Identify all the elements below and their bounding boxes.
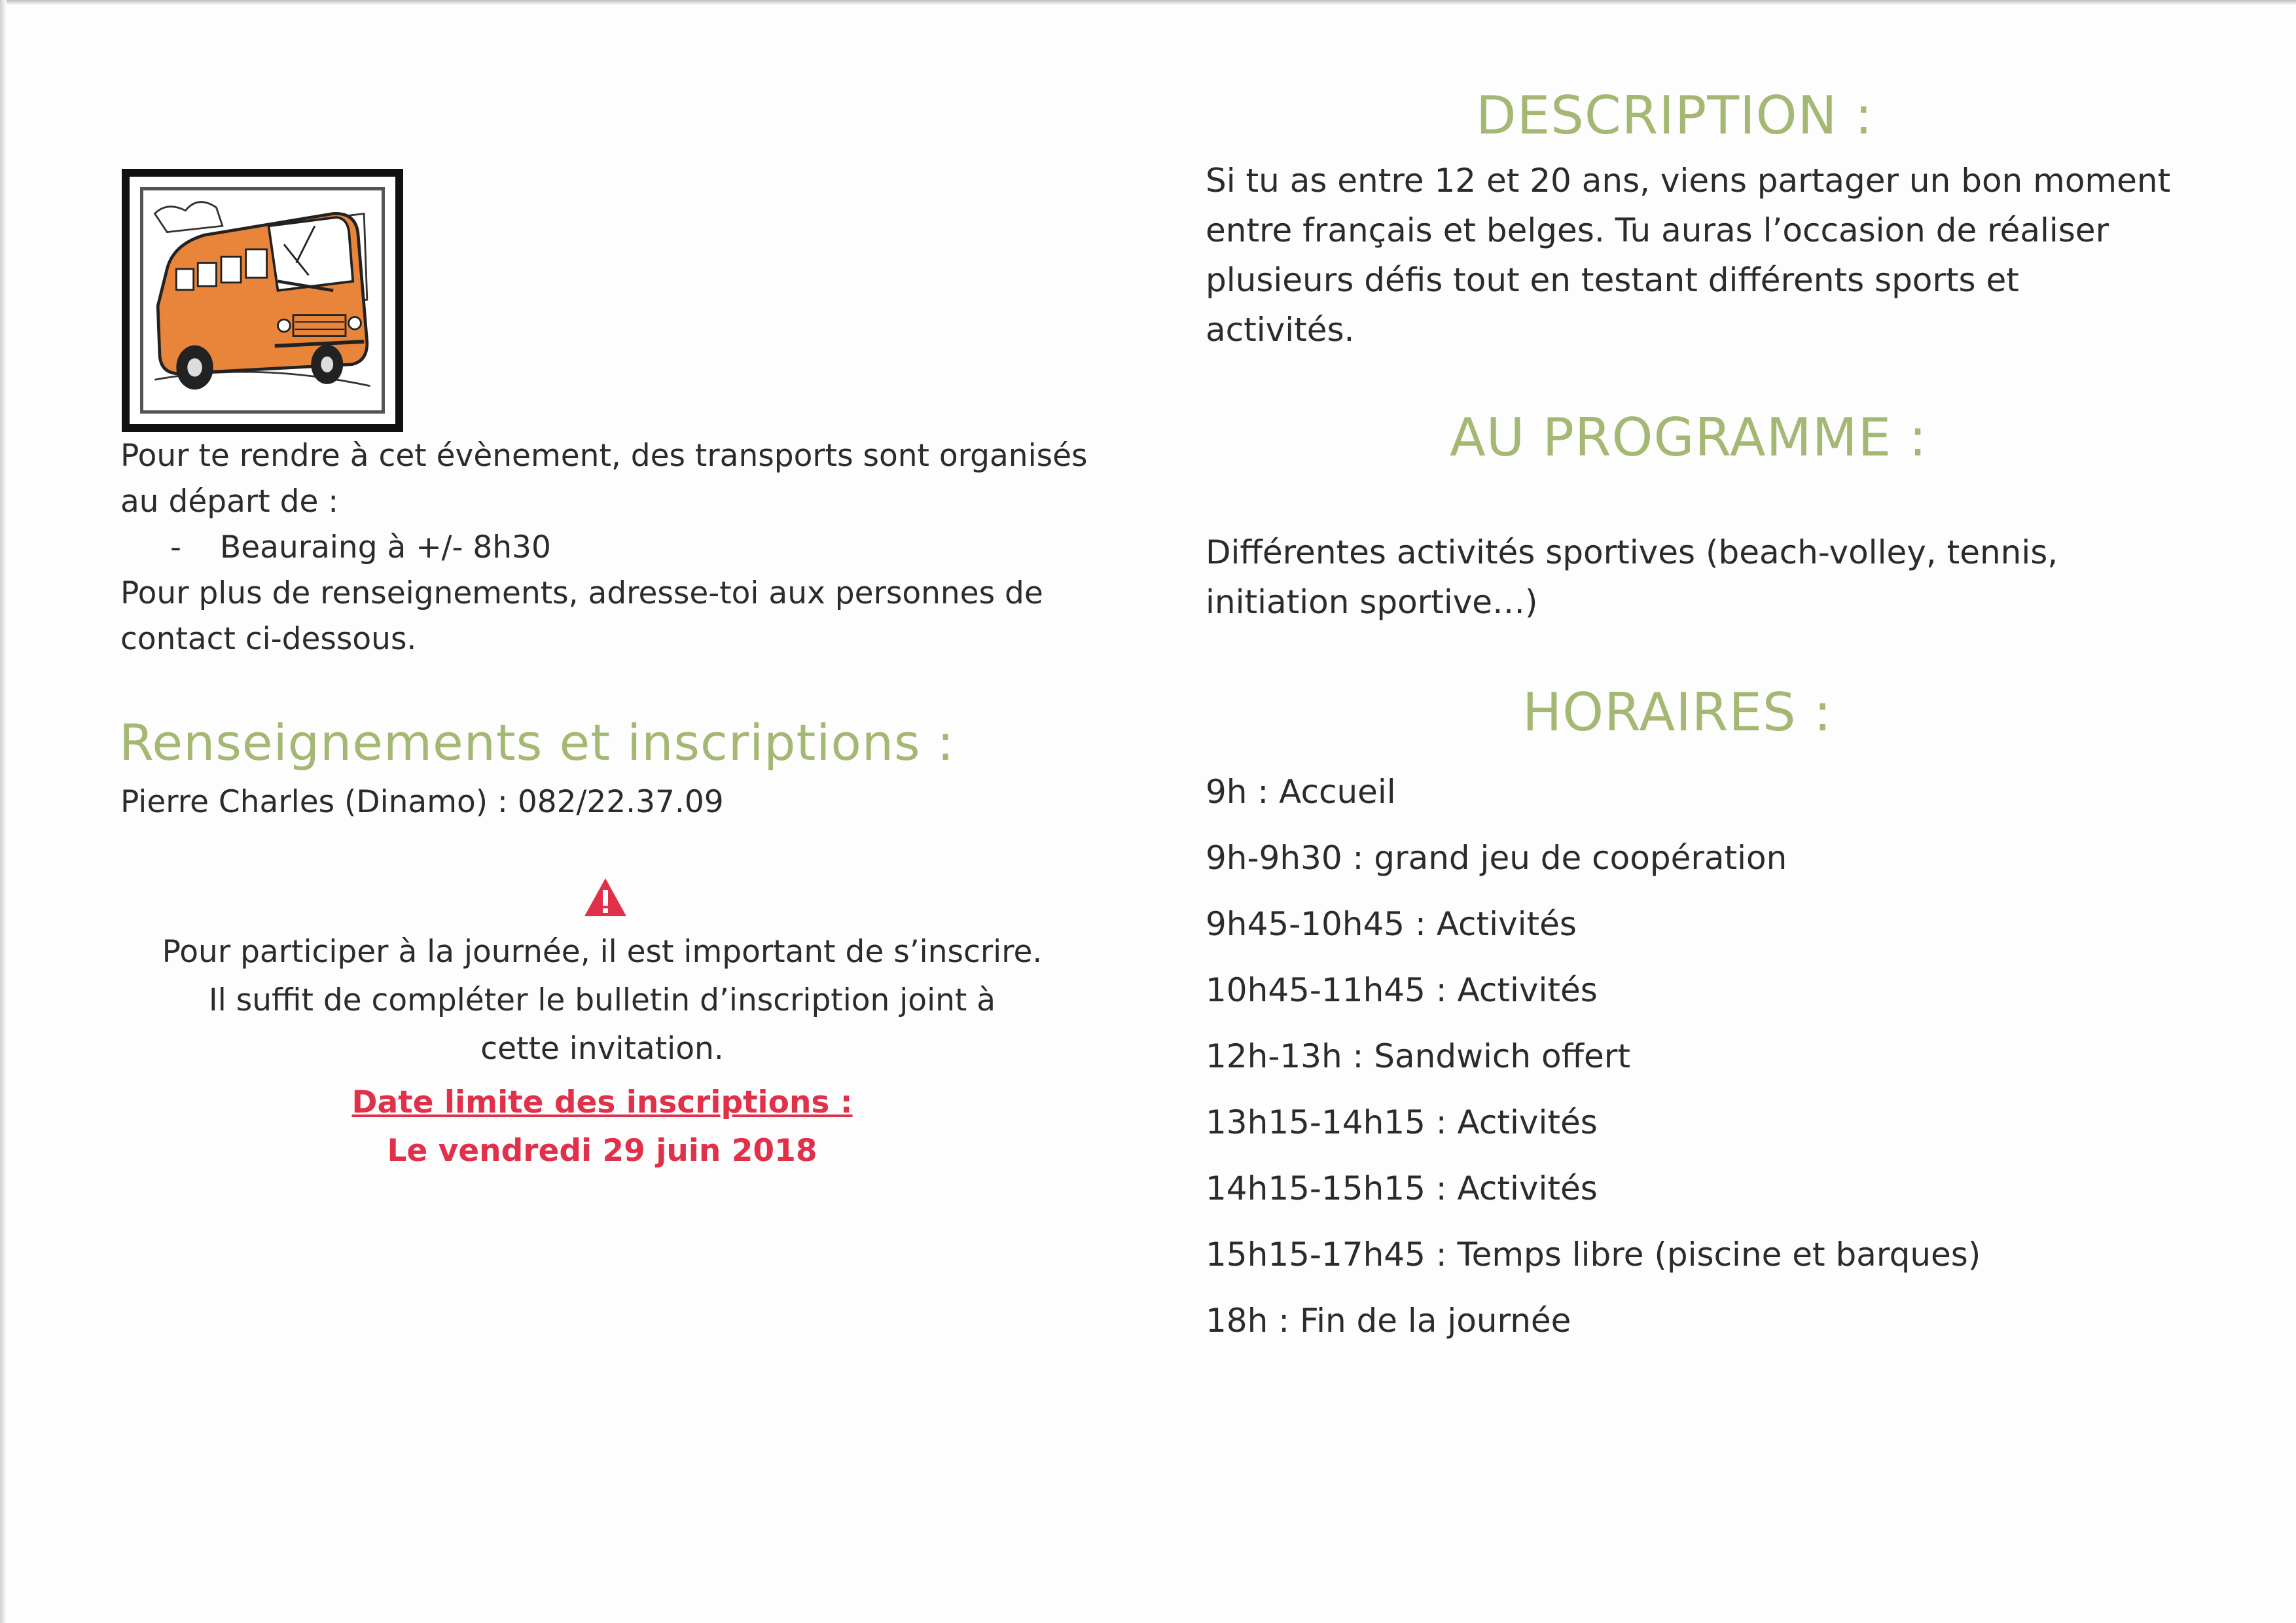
info-line2: contact ci-dessous. <box>120 621 417 657</box>
program-text <box>1206 527 2227 627</box>
schedule-item: 9h : Accueil <box>1206 773 1396 811</box>
registration-deadline <box>118 1079 1086 1175</box>
schedule-item: 9h-9h30 : grand jeu de coopération <box>1206 839 1787 877</box>
program-heading: AU PROGRAMME : <box>1450 407 1928 468</box>
program-line: initiation sportive…) <box>1206 583 1538 621</box>
schedule-item: 18h : Fin de la journée <box>1206 1302 1571 1340</box>
warning-icon <box>583 876 628 919</box>
deadline-date: Le vendredi 29 juin 2018 <box>387 1133 817 1169</box>
transport-info <box>120 433 1102 662</box>
registration-line2: Il suffit de compléter le bulletin d’inscription joint à <box>208 982 996 1018</box>
contact-person: Pierre Charles (Dinamo) : 082/22.37.09 <box>120 784 724 820</box>
schedule-heading: HORAIRES : <box>1522 682 1833 743</box>
description-line: activités. <box>1206 311 1355 349</box>
transport-intro-line1: Pour te rendre à cet évènement, des transports sont organisés <box>120 438 1088 474</box>
schedule-item: 13h15-14h15 : Activités <box>1206 1103 1598 1141</box>
registration-note <box>118 928 1086 1073</box>
schedule-item: 15h15-17h45 : Temps libre (piscine et barques) <box>1206 1236 1981 1274</box>
transport-intro-line2: au départ de : <box>120 484 339 520</box>
program-line: Différentes activités sportives (beach-volley, tennis, <box>1206 533 2058 571</box>
bullet-dash: - <box>170 529 181 565</box>
departure-bullet <box>120 525 1102 571</box>
info-line1: Pour plus de renseignements, adresse-toi aux personnes de <box>120 575 1043 611</box>
description-heading: DESCRIPTION : <box>1476 85 1873 146</box>
schedule-item: 12h-13h : Sandwich offert <box>1206 1037 1630 1075</box>
schedule-list <box>1206 767 2227 1362</box>
bus-illustration <box>122 169 403 432</box>
schedule-item: 10h45-11h45 : Activités <box>1206 971 1598 1009</box>
description-text <box>1206 156 2227 355</box>
description-line: plusieurs défis tout en testant différents sports et <box>1206 261 2019 299</box>
registration-heading: Renseignements et inscriptions : <box>119 713 955 772</box>
description-line: Si tu as entre 12 et 20 ans, viens partager un bon moment <box>1206 162 2171 200</box>
deadline-label: Date limite des inscriptions : <box>351 1084 853 1120</box>
description-line: entre français et belges. Tu auras l’occasion de réaliser <box>1206 211 2109 249</box>
departure-location: Beauraing à +/- 8h30 <box>220 529 551 565</box>
schedule-item: 14h15-15h15 : Activités <box>1206 1169 1598 1207</box>
schedule-item: 9h45-10h45 : Activités <box>1206 905 1577 943</box>
registration-line3: cette invitation. <box>480 1031 724 1067</box>
registration-line1: Pour participer à la journée, il est important de s’inscrire. <box>162 934 1043 970</box>
bus-icon <box>130 177 395 424</box>
